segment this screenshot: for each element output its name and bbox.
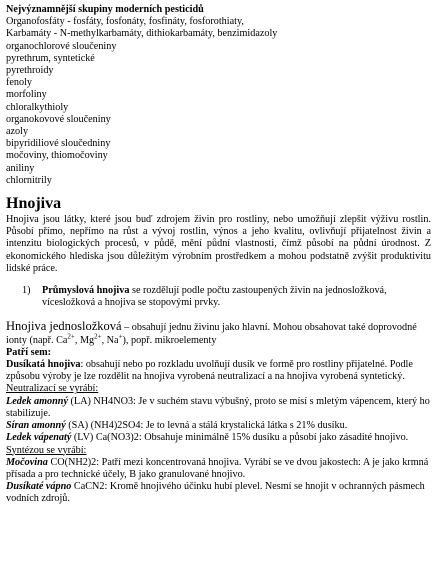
list-item: bipyridiliové sloučedniny [6, 138, 111, 150]
section-title: Hnojiva jednosložková [6, 319, 122, 334]
pesticides-title: Nejvýznamnější skupiny moderních pesticidů [6, 4, 204, 15]
item-text [42, 285, 431, 309]
rest: CaCN2: Kromě hnojivého účinku hubí plevel. Nesmí se hnojit v ochranných pásmech vodních zdrojů. [6, 481, 425, 505]
text: , Na [101, 334, 119, 346]
list-item: azoly [6, 126, 29, 138]
item-rest: se rozdělují podle počtu zastoupených živin na jednosložková, vícesložková a hnojiva se stopovými prvky. [42, 285, 387, 309]
mocovina [6, 457, 431, 481]
sup: 2+ [67, 332, 75, 341]
rest: (LA) NH4NO3: Je v suchém stavu výbušný, proto se mísí s mletým vápencem, který ho stabilizuje. [6, 395, 430, 419]
hnojiva-intro: Hnojiva jsou látky, které jsou buď zdrojem živin pro rostliny, nebo umožňují zlepšit výživu rostlin. Působí přímo, nepřímo na růst a vývoj rostlin, výnos a jeho kvalitu, ovlivňují přijatelnost živin a intenzitu biologických procesů, v půdě, mění půdní vlastnosti, čímž působí na půdní úrodnost. Z ekonomického hlediska jsou důležitým výrobním prostředkem a mohou podstatně zvýšit produktivitu lidské práce. [6, 214, 431, 274]
term: Ledek amonný [6, 395, 68, 407]
dusikata-rest: : obsahují nebo po rozkladu uvolňují dusík ve formě pro rostliny přijatelné. Podle způsobu výroby je lze rozdělit na hnojiva vyrobená neutralizací a na hnojiva vyrobená syntetický. [6, 359, 413, 383]
list-item: Karbamáty - N-methylkarbamáty, dithiokarbamáty, benzimidazoly [6, 28, 278, 40]
list-item: organochlorové sloučeniny [6, 40, 117, 52]
ledek-vapenaty [6, 432, 431, 444]
list-item: organokovové sloučeniny [6, 113, 111, 125]
text: , Mg [74, 334, 95, 346]
rest: (LV) Ca(NO3)2: Obsahuje minimálně 15% dusíku a působí jako zásadité hnojivo. [71, 432, 409, 444]
list-item: chloralkythioly [6, 101, 69, 113]
numbered-item-industrial [6, 285, 431, 309]
list-item: pyrethroidy [6, 65, 54, 77]
text: ), popř. mikroelementy [122, 334, 217, 346]
list-item: fenoly [6, 77, 33, 89]
rest: CO(NH2)2: Patří mezi koncentrovaná hnojiva. Vyrábí se ve dvou jakostech: A je jako krmná přísada a pro technické účely, B jako granulované hnojivo. [6, 456, 429, 480]
sup: + [118, 332, 123, 341]
term: Dusíkaté vápno [6, 481, 72, 493]
term: Močovina [6, 456, 48, 468]
pesticides-list [6, 16, 431, 187]
term: Ledek vápenatý [6, 432, 72, 444]
dusikate-vapno [6, 481, 431, 505]
list-item: chlornitrily [6, 174, 52, 186]
section-jednoslozkova [6, 319, 431, 346]
item-number: 1) [22, 285, 31, 297]
ledek-amonny [6, 396, 431, 420]
rest: (SA) (NH4)2SO4: Je to levná a stálá krystalická látka s 21% dusíku. [65, 420, 348, 432]
siran-amonny [6, 420, 431, 432]
list-item: morfoliny [6, 89, 47, 101]
dusikata-term: Dusíkatá hnojiva [6, 359, 81, 371]
sup: 2+ [94, 332, 102, 341]
dusikata-paragraph [6, 359, 431, 383]
term: Síran amonný [6, 420, 66, 432]
patri-sem: Patří sem: [6, 346, 51, 358]
list-item: močoviny, thiomočoviny [6, 150, 108, 162]
synth-heading: Syntézou se vyrábí: [6, 444, 87, 456]
neutral-heading: Neutralizací se vyrábí: [6, 383, 99, 395]
section-title-rest: – obsahují jednu živinu jako hlavní. Mohou obsahovat také doprovodné ionty (např. Ca [6, 322, 417, 346]
list-item: Organofosfáty - fosfáty, fosfonáty, fosfináty, fosforothiaty, [6, 16, 244, 28]
hnojiva-heading: Hnojiva [6, 195, 62, 213]
list-item: pyrethrum, syntetické [6, 52, 95, 64]
item-term: Průmyslová hnojiva [42, 285, 130, 297]
list-item: aniliny [6, 162, 35, 174]
